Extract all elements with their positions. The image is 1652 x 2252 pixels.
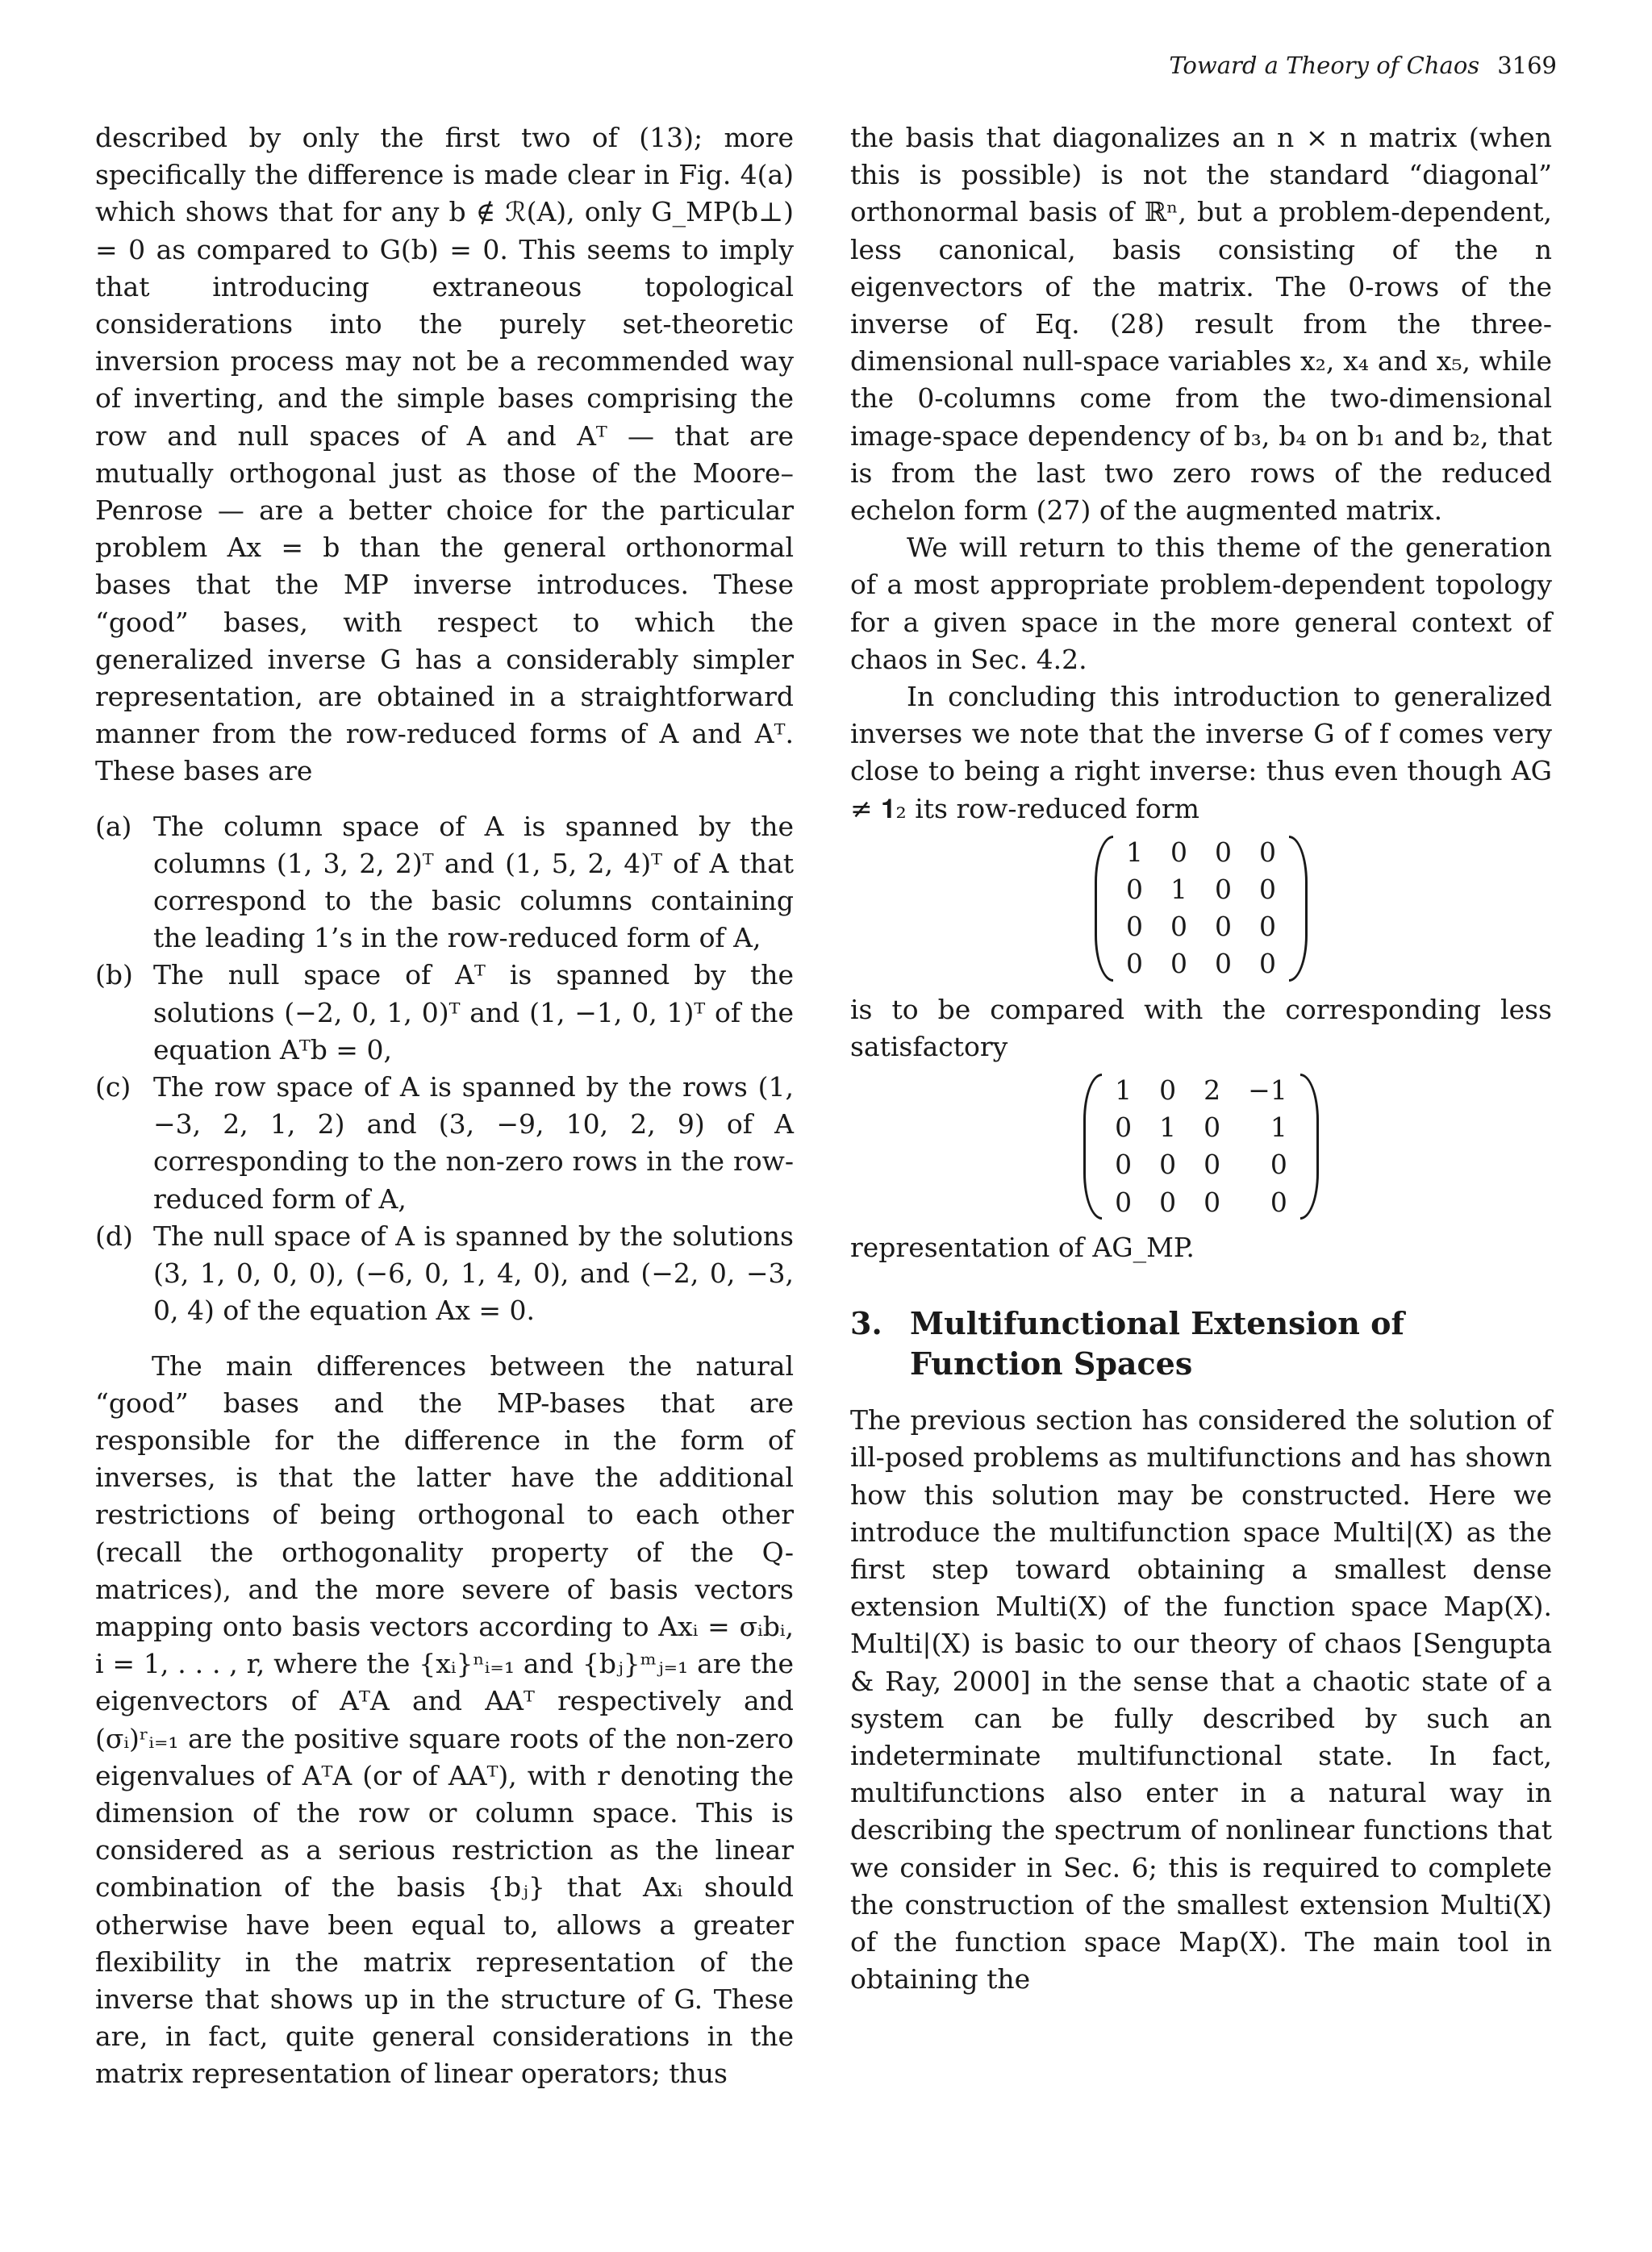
- matrix-cell: 0: [1215, 911, 1232, 943]
- matrix-cell: 0: [1215, 836, 1232, 868]
- list-label: (a): [95, 810, 132, 842]
- matrix-cell: 0: [1115, 1186, 1133, 1218]
- list-item: [95, 808, 794, 957]
- body-paragraph: We will return to this theme of the generation of a most appropriate problem-dependent topology for a given space in the more general context of chaos in Sec. 4.2.: [850, 532, 1552, 675]
- body-paragraph: is to be compared with the corresponding less satisfactory: [850, 993, 1552, 1062]
- matrix-cell: 0: [1170, 948, 1187, 980]
- matrix-cell: 1: [1270, 1111, 1287, 1144]
- matrix-cell: 1: [1159, 1111, 1177, 1144]
- matrix-brackets: [1083, 1072, 1319, 1221]
- list-text: The null space of Aᵀ is spanned by the solutions (−2, 0, 1, 0)ᵀ and (1, −1, 0, 1)ᵀ of the equation Aᵀb = 0,: [153, 959, 794, 1066]
- matrix-cell: 0: [1259, 911, 1276, 943]
- body-paragraph: described by only the first two of (13); more specifically the difference is made clear in Fig. 4(a) which shows that for any b ∉ ℛ(A), only G_MP(b⊥) = 0 as compared to G(b) = 0. This seems to imply that introducing extraneous topological considerations into the purely set-theoretic inversion process may not be a recommended way of inverting, and the simple bases comprising the row and null spaces of A and Aᵀ — that are mutually orthogonal just as those of the Moore–Penrose — are a better choice for the particular problem Ax = b than the general orthonormal bases that the MP inverse introduces. These “good” bases, with respect to which the generalized inverse G has a considerably simpler representation, are obtained in a straightforward manner from the row-reduced forms of A and Aᵀ. These bases are: [95, 122, 794, 787]
- list-label: (d): [95, 1220, 133, 1252]
- mp-matrix: [850, 1072, 1552, 1221]
- page-number: 3169: [1497, 52, 1557, 79]
- matrix-cell: 1: [1126, 836, 1143, 868]
- matrix-cell: 0: [1126, 948, 1143, 980]
- matrix-cell: 0: [1270, 1186, 1287, 1218]
- list-item: [95, 1218, 794, 1330]
- matrix-cell: 0: [1126, 874, 1143, 906]
- body-paragraph: the basis that diagonalizes an n × n matrix (when this is possible) is not the standard “diagonal” orthonormal basis of ℝⁿ, but a problem-dependent, less canonical, basis consisting of the n eigenvectors of the matrix. The 0-rows of the inverse of Eq. (28) result from the three-dimensional null-space variables x₂, x₄ and x₅, while the 0-columns come from the two-dimensional image-space dependency of b₃, b₄ on b₁ and b₂, that is from the last two zero rows of the reduced echelon form (27) of the augmented matrix.: [850, 122, 1552, 527]
- section-title: Multifunctional Extension of Function Spaces: [910, 1305, 1404, 1382]
- body-paragraph: representation of AG_MP.: [850, 1231, 1195, 1263]
- matrix-cell: 1: [1170, 874, 1187, 906]
- body-paragraph: The previous section has considered the solution of ill-posed problems as multifunctions and has shown how this solution may be constructed. Here we introduce the multifunction space Multi|(X) as the first step toward obtaining a smallest dense extension Multi(X) of the function space Map(X). Multi|(X) is basic to our theory of chaos [Sengupta & Ray, 2000] in the sense that a chaotic state of a system can be fully described by such an indeterminate multifunctional state. In fact, multifunctions also enter in a natural way in describing the spectrum of nonlinear functions that we consider in Sec. 6; this is required to complete the construction of the smallest extension Multi(X) of the function space Map(X). The main tool in obtaining the: [850, 1404, 1552, 1996]
- matrix-cell: 0: [1204, 1111, 1221, 1144]
- matrix-cell: 2: [1204, 1074, 1221, 1107]
- matrix-cell: 0: [1115, 1111, 1133, 1144]
- matrix-cell: −1: [1248, 1074, 1287, 1107]
- matrix-cell: 0: [1159, 1074, 1177, 1107]
- matrix-cell: 0: [1159, 1149, 1177, 1181]
- list-label: (c): [95, 1071, 131, 1103]
- matrix-cell: 0: [1270, 1149, 1287, 1181]
- matrix-cell: 0: [1259, 874, 1276, 906]
- list-item: [95, 957, 794, 1069]
- list-text: The null space of A is spanned by the solutions (3, 1, 0, 0, 0), (−6, 0, 1, 4, 0), and (−2, 0, −3, 0, 4) of the equation Ax = 0.: [153, 1220, 794, 1327]
- section-number: 3.: [850, 1305, 882, 1342]
- matrix-cell: 0: [1259, 948, 1276, 980]
- list-label: (b): [95, 959, 133, 991]
- list-item: [95, 1069, 794, 1218]
- matrix-cell: 0: [1259, 836, 1276, 868]
- matrix-cell: 0: [1170, 911, 1187, 943]
- row-reduced-matrix: [850, 834, 1552, 983]
- matrix-cell: 1: [1115, 1074, 1133, 1107]
- matrix-cell: 0: [1204, 1186, 1221, 1218]
- matrix-cell: 0: [1115, 1149, 1133, 1181]
- matrix-cell: 0: [1170, 836, 1187, 868]
- body-paragraph: The main differences between the natural “good” bases and the MP-bases that are responsible for the difference in the form of inverses, is that the latter have the additional restrictions of being orthogonal to each other (recall the orthogonality property of the Q-matrices), and the more severe of basis vectors mapping onto basis vectors according to Axᵢ = σᵢbᵢ, i = 1, . . . , r, where the {xᵢ}ⁿᵢ₌₁ and {bⱼ}ᵐⱼ₌₁ are the eigenvectors of AᵀA and AAᵀ respectively and (σᵢ)ʳᵢ₌₁ are the positive square roots of the non-zero eigenvalues of AᵀA (or of AAᵀ), with r denoting the dimension of the row or column space. This is considered as a serious restriction as the linear combination of the basis {bⱼ} that Axᵢ should otherwise have been equal to, allows a greater flexibility in the matrix representation of the inverse that shows up in the structure of G. These are, in fact, quite general considerations in the matrix representation of linear operators; thus: [95, 1349, 794, 2090]
- right-column: [850, 119, 1552, 1998]
- matrix-brackets: [1095, 834, 1308, 983]
- matrix-cell: 0: [1204, 1149, 1221, 1181]
- matrix-cell: 0: [1215, 874, 1232, 906]
- left-column: [95, 119, 794, 2093]
- running-header: [1169, 52, 1557, 79]
- bases-list: [95, 808, 794, 1330]
- list-text: The column space of A is spanned by the columns (1, 3, 2, 2)ᵀ and (1, 5, 2, 4)ᵀ of A that correspond to the basic columns containing the leading 1’s in the row-reduced form of A,: [153, 810, 794, 954]
- matrix-cell: 0: [1126, 911, 1143, 943]
- section-heading: [850, 1303, 1552, 1384]
- matrix-cell: 0: [1159, 1186, 1177, 1218]
- body-paragraph: In concluding this introduction to generalized inverses we note that the inverse G of f comes very close to being a right inverse: thus even though AG ≠ 𝟏₂ its row-reduced form: [850, 681, 1552, 824]
- list-text: The row space of A is spanned by the rows (1, −3, 2, 1, 2) and (3, −9, 10, 2, 9) of A corresponding to the non-zero rows in the row-reduced form of A,: [153, 1071, 794, 1215]
- matrix-cell: 0: [1215, 948, 1232, 980]
- running-title: Toward a Theory of Chaos: [1169, 52, 1480, 79]
